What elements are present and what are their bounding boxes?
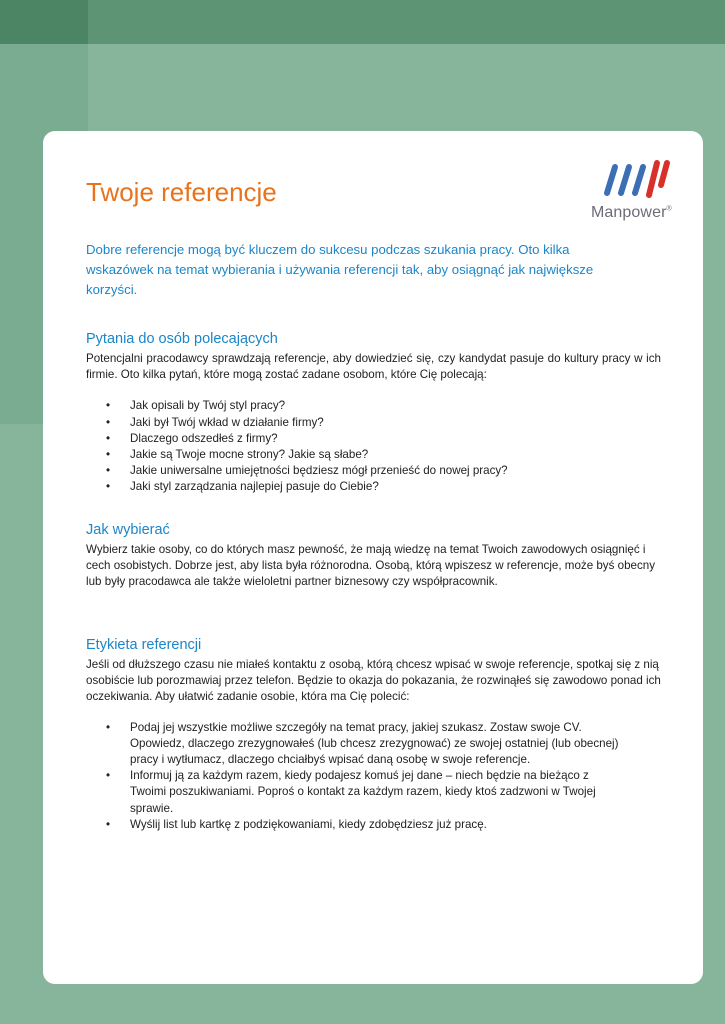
section-how-to-choose	[86, 520, 661, 591]
logo-wordmark: Manpower®	[591, 204, 672, 221]
top-band	[0, 0, 725, 44]
section-paragraph: Wybierz takie osoby, co do których masz pewność, że mają wiedzę na temat Twoich zawodowych osiągnięć i cech osobistych. Dobrze jest, aby lista była różnorodna. Osobą, którą wpiszesz w referencje, może byś obecny lub były pracodawca ale także wieloletni partner biznesowy czy współpracownik.	[86, 543, 656, 589]
list-item: • Podaj jej wszystkie możliwe szczegóły na temat pracy, jakiej szukasz. Zostaw swoje CV. Opowiedz, dlaczego zrezygnowałeś (lub chcesz zrezygnować) ze swojej ostatniej (lub obecnej) pracy i wytłumacz, dlaczego chciałbyś wpisać daną osobę w swoje referencje.	[86, 720, 661, 769]
list-item: • Jakie uniwersalne umiejętności będziesz mógł przenieść do nowej pracy?	[86, 463, 661, 479]
list-item: • Jaki styl zarządzania najlepiej pasuje do Ciebie?	[86, 479, 661, 495]
list-item: • Informuj ją za każdym razem, kiedy podajesz komuś jej dane – niech będzie na bieżąco z Twoimi poszukiwaniami. Poproś o kontakt za każdym razem, kiedy ktoś zadzwoni w Twojej sprawie.	[86, 768, 661, 817]
section-heading: Jak wybierać	[86, 522, 170, 538]
list-item: • Wyślij list lub kartkę z podziękowaniami, kiedy zdobędziesz już pracę.	[86, 817, 661, 833]
section-paragraph: Jeśli od dłuższego czasu nie miałeś kontaktu z osobą, którą chcesz wpisać w swoje referencje, spotkaj się z nią osobiście lub porozmawiaj przez telefon. Będzie to okazja do pokazania, że rozwinąłeś się zawodowo ponad ich oczekiwania. Aby ułatwić zadanie osobie, która ma Cię polecić:	[86, 658, 661, 704]
section-heading: Etykieta referencji	[86, 637, 202, 653]
section-heading: Pytania do osób polecających	[86, 331, 278, 347]
list-item: • Jak opisali by Twój styl pracy?	[86, 398, 661, 414]
section-questions	[86, 329, 661, 496]
section-paragraph: Potencjalni pracodawcy sprawdzają referencje, aby dowiedzieć się, czy kandydat pasuje do kultury pracy w ich firmie. Oto kilka pytań, które mogą zostać zadane osobom, które Cię polecają:	[86, 352, 661, 382]
list-item: • Dlaczego odszedłeś z firmy?	[86, 431, 661, 447]
etiquette-list	[86, 720, 661, 833]
question-list	[86, 398, 661, 495]
section-etiquette	[86, 635, 661, 833]
manpower-logo	[591, 157, 681, 227]
logo-bars-icon	[597, 157, 677, 199]
top-left-block	[0, 0, 88, 44]
list-item: • Jaki był Twój wkład w działanie firmy?	[86, 415, 661, 431]
intro-paragraph: Dobre referencje mogą być kluczem do sukcesu podczas szukania pracy. Oto kilka wskazówek na temat wybierania i używania referencji tak, aby osiągnąć jak największe korzyści.	[86, 242, 594, 297]
list-item: • Jakie są Twoje mocne strony? Jakie są słabe?	[86, 447, 661, 463]
page-title: Twoje referencje	[86, 177, 277, 207]
document-card	[43, 131, 703, 984]
